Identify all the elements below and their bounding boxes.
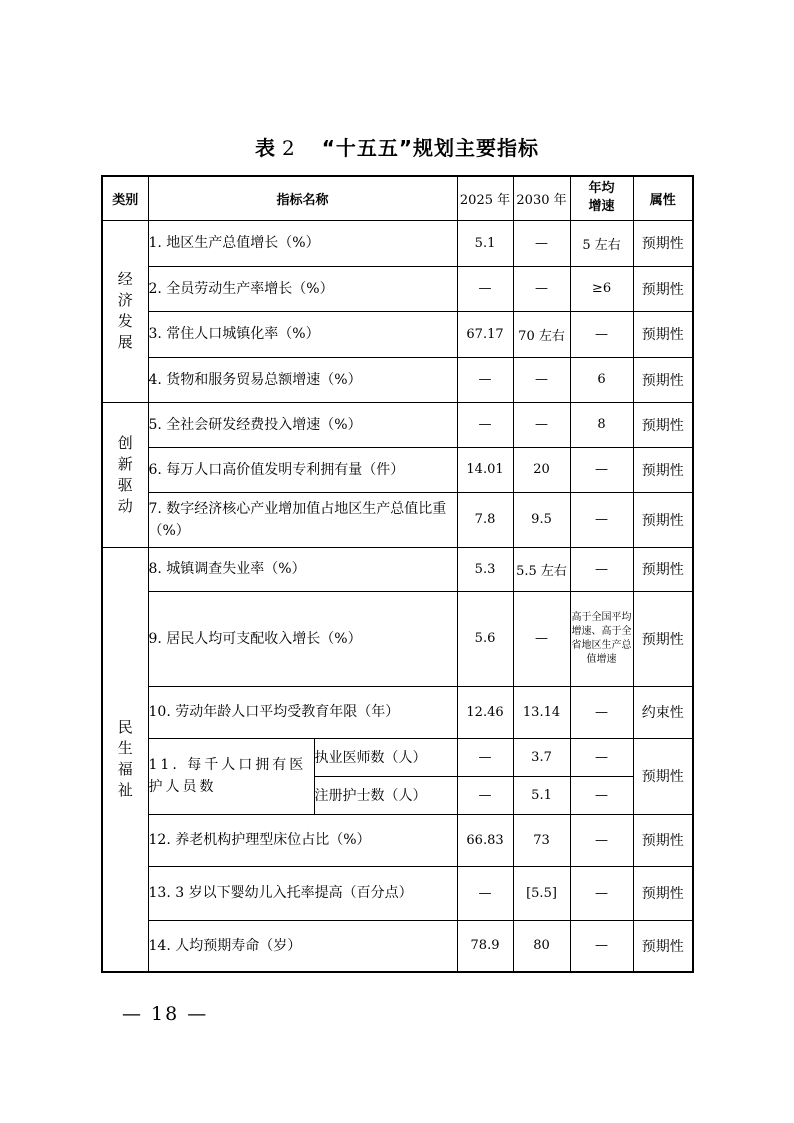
value-2025: 66.83 xyxy=(457,814,513,866)
value-attribute: 预期性 xyxy=(633,591,693,686)
indicator-name: 3. 常住人口城镇化率（%） xyxy=(148,311,457,357)
value-growth: 高于全国平均增速、高于全省地区生产总值增速 xyxy=(570,591,633,686)
value-2030: [5.5] xyxy=(513,866,570,920)
indicator-name: 7. 数字经济核心产业增加值占地区生产总值比重（%） xyxy=(148,492,457,547)
table-row xyxy=(102,738,693,776)
value-2030: 80 xyxy=(513,920,570,972)
value-2030: 70 左右 xyxy=(513,311,570,357)
value-2025: — xyxy=(457,776,513,814)
indicator-name: 9. 居民人均可支配收入增长（%） xyxy=(148,591,457,686)
value-2030: — xyxy=(513,357,570,402)
value-attribute: 预期性 xyxy=(633,738,693,814)
value-attribute: 预期性 xyxy=(633,266,693,311)
value-2030: 5.1 xyxy=(513,776,570,814)
value-attribute: 预期性 xyxy=(633,866,693,920)
sub-indicator-doctors: 执业医师数（人） xyxy=(314,738,457,776)
value-2025: 78.9 xyxy=(457,920,513,972)
table-row xyxy=(102,357,693,402)
table-row xyxy=(102,814,693,866)
value-attribute: 预期性 xyxy=(633,402,693,447)
header-2030: 2030 年 xyxy=(513,176,570,220)
indicator-name: 6. 每万人口高价值发明专利拥有量（件） xyxy=(148,447,457,492)
value-attribute: 预期性 xyxy=(633,920,693,972)
value-attribute: 预期性 xyxy=(633,311,693,357)
indicator-name: 8. 城镇调查失业率（%） xyxy=(148,547,457,591)
header-category: 类别 xyxy=(102,176,148,220)
header-2025: 2025 年 xyxy=(457,176,513,220)
table-row xyxy=(102,866,693,920)
value-2025: 12.46 xyxy=(457,686,513,738)
indicator-table xyxy=(101,175,694,973)
table-row xyxy=(102,311,693,357)
value-growth: — xyxy=(570,547,633,591)
category-innovation: 创新驱动 xyxy=(117,433,133,515)
value-2030: 5.5 左右 xyxy=(513,547,570,591)
table-row xyxy=(102,492,693,547)
indicator-name: 5. 全社会研发经费投入增速（%） xyxy=(148,402,457,447)
value-2025: — xyxy=(457,866,513,920)
table-row xyxy=(102,220,693,266)
value-2025: 67.17 xyxy=(457,311,513,357)
value-attribute: 预期性 xyxy=(633,220,693,266)
value-2030: 9.5 xyxy=(513,492,570,547)
value-growth: — xyxy=(570,686,633,738)
value-growth: ≥6 xyxy=(570,266,633,311)
header-growth: 年均增速 xyxy=(588,181,615,215)
category-economy: 经济发展 xyxy=(117,270,133,351)
value-2030: 3.7 xyxy=(513,738,570,776)
value-attribute: 预期性 xyxy=(633,447,693,492)
value-growth: 8 xyxy=(570,402,633,447)
value-2030: 20 xyxy=(513,447,570,492)
table-title xyxy=(0,132,794,161)
value-growth: 5 左右 xyxy=(570,220,633,266)
page-number: — 18 — xyxy=(122,1003,209,1025)
header-name: 指标名称 xyxy=(148,176,457,220)
value-growth: 6 xyxy=(570,357,633,402)
table-row xyxy=(102,402,693,447)
value-2030: — xyxy=(513,402,570,447)
value-2025: — xyxy=(457,266,513,311)
value-attribute: 预期性 xyxy=(633,357,693,402)
table-row xyxy=(102,547,693,591)
value-2025: — xyxy=(457,357,513,402)
table-row xyxy=(102,686,693,738)
category-welfare: 民生福祉 xyxy=(117,718,133,800)
value-growth: — xyxy=(570,492,633,547)
header-row xyxy=(102,176,693,220)
table-label: 表 xyxy=(254,136,276,160)
value-2025: 5.1 xyxy=(457,220,513,266)
value-growth: — xyxy=(570,738,633,776)
table-row xyxy=(102,447,693,492)
table-row xyxy=(102,266,693,311)
value-2030: 73 xyxy=(513,814,570,866)
value-2025: — xyxy=(457,402,513,447)
value-growth: — xyxy=(570,311,633,357)
value-2025: 14.01 xyxy=(457,447,513,492)
value-2030: — xyxy=(513,591,570,686)
indicator-name: 10. 劳动年龄人口平均受教育年限（年） xyxy=(148,686,457,738)
indicator-name: 11. 每千人口拥有医护人员数 xyxy=(148,738,314,814)
table-title-text: “十五五”规划主要指标 xyxy=(321,136,540,160)
value-2030: — xyxy=(513,220,570,266)
indicator-name: 14. 人均预期寿命（岁） xyxy=(148,920,457,972)
indicator-name: 12. 养老机构护理型床位占比（%） xyxy=(148,814,457,866)
value-2025: 5.3 xyxy=(457,547,513,591)
value-growth: — xyxy=(570,776,633,814)
value-growth: — xyxy=(570,866,633,920)
value-2030: 13.14 xyxy=(513,686,570,738)
indicator-name: 13. 3 岁以下婴幼儿入托率提高（百分点） xyxy=(148,866,457,920)
value-growth: — xyxy=(570,814,633,866)
value-attribute: 预期性 xyxy=(633,492,693,547)
value-2025: 7.8 xyxy=(457,492,513,547)
header-attribute: 属性 xyxy=(633,176,693,220)
indicator-name: 4. 货物和服务贸易总额增速（%） xyxy=(148,357,457,402)
value-growth: — xyxy=(570,920,633,972)
value-growth: — xyxy=(570,447,633,492)
indicator-name: 2. 全员劳动生产率增长（%） xyxy=(148,266,457,311)
indicator-name: 1. 地区生产总值增长（%） xyxy=(148,220,457,266)
value-attribute: 约束性 xyxy=(633,686,693,738)
value-2030: — xyxy=(513,266,570,311)
table-row xyxy=(102,920,693,972)
value-attribute: 预期性 xyxy=(633,547,693,591)
value-attribute: 预期性 xyxy=(633,814,693,866)
value-2025: 5.6 xyxy=(457,591,513,686)
table-row xyxy=(102,591,693,686)
table-number: 2 xyxy=(281,136,296,160)
sub-indicator-nurses: 注册护士数（人） xyxy=(314,776,457,814)
value-2025: — xyxy=(457,738,513,776)
